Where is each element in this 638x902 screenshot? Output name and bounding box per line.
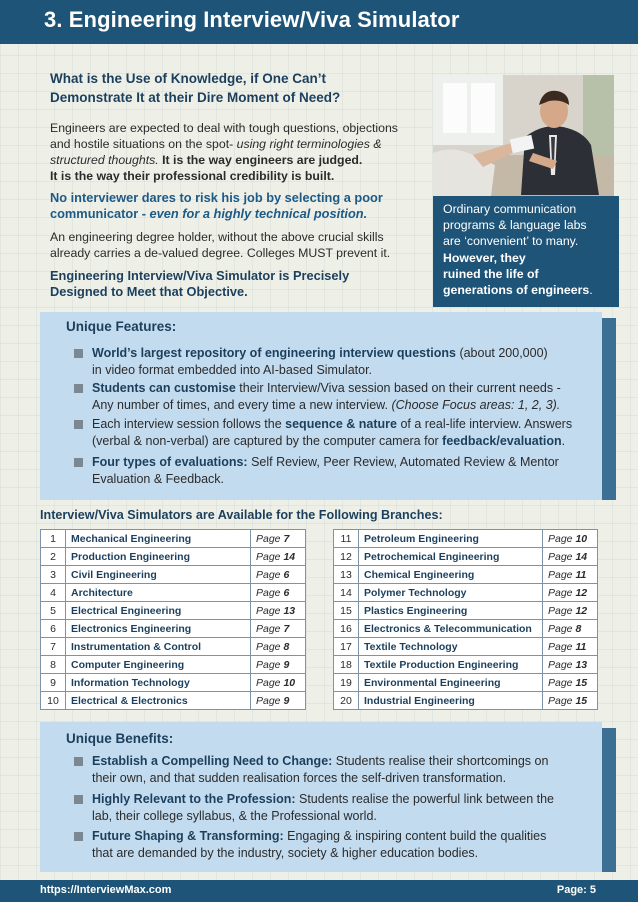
branch-name: Electrical Engineering — [66, 602, 251, 620]
text-line: No interviewer dares to risk his job by selecting a poor — [50, 190, 383, 205]
branch-row — [41, 602, 306, 620]
text-span: Any number of times, and every time a new interview. — [92, 398, 392, 412]
page-label: Page — [256, 640, 284, 653]
page-number-value: 10 — [575, 532, 588, 545]
page-number-value: 15 — [575, 676, 588, 689]
branch-page — [251, 566, 306, 584]
benefit-item — [74, 791, 594, 825]
branch-row — [41, 566, 306, 584]
text-line: Engineering Interview/Viva Simulator is Precisely — [50, 268, 350, 283]
page-label: Page — [548, 532, 576, 545]
text-line: An engineering degree holder, without the above crucial skills — [50, 230, 384, 244]
text-line: Evaluation & Feedback. — [92, 472, 225, 486]
branch-number: 4 — [41, 584, 66, 602]
branch-page — [543, 566, 598, 584]
branch-row — [334, 548, 598, 566]
intro-paragraph-2 — [50, 190, 420, 222]
features-panel-shadow — [602, 318, 616, 500]
branch-row — [41, 656, 306, 674]
branch-number: 1 — [41, 530, 66, 548]
bold-span: sequence & nature — [285, 417, 397, 431]
text-line: in video format embedded into AI-based Simulator. — [92, 363, 373, 377]
header-bar — [0, 0, 638, 44]
branch-row — [334, 584, 598, 602]
text-line — [92, 433, 594, 450]
text-line — [50, 206, 420, 222]
branch-name: Plastics Engineering — [359, 602, 543, 620]
branch-number: 11 — [334, 530, 359, 548]
text-line — [92, 345, 594, 362]
caption-line: are ‘convenient’ to many. — [443, 234, 579, 249]
text-line — [50, 136, 420, 152]
intro-question-line: Demonstrate It at their Dire Moment of Need? — [50, 89, 341, 105]
branch-number: 19 — [334, 674, 359, 692]
text-line — [92, 397, 594, 414]
branch-name: Petroleum Engineering — [359, 530, 543, 548]
page-label: Page — [256, 568, 284, 581]
branch-number: 12 — [334, 548, 359, 566]
branch-name: Chemical Engineering — [359, 566, 543, 584]
text-line — [50, 152, 420, 168]
bold-span: generations of engineers — [443, 283, 590, 298]
branch-number: 9 — [41, 674, 66, 692]
text-line: already carries a de-valued degree. Colleges MUST prevent it. — [50, 246, 391, 260]
page-label: Page — [256, 532, 284, 545]
bold-span: Establish a Compelling Need to Change: — [92, 754, 333, 768]
branch-row — [41, 530, 306, 548]
branch-name: Petrochemical Engineering — [359, 548, 543, 566]
italic-span: structured thoughts. — [50, 153, 159, 167]
branch-row — [334, 620, 598, 638]
branch-name: Architecture — [66, 584, 251, 602]
benefits-title: Unique Benefits: — [66, 731, 174, 746]
bold-span: Four types of evaluations: — [92, 455, 248, 469]
intro-paragraph-1 — [50, 120, 420, 184]
page-label: Page — [548, 640, 576, 653]
page-number-value: 7 — [283, 622, 290, 635]
text-span: communicator - — [50, 206, 150, 221]
page-label: Page — [548, 658, 576, 671]
caption-box — [433, 196, 619, 307]
page-label: Page — [548, 676, 576, 689]
branch-name: Information Technology — [66, 674, 251, 692]
text-line: their own, and that sudden realisation forces the self-driven transformation. — [92, 771, 507, 785]
page-label: Page — [256, 586, 284, 599]
branch-page — [251, 620, 306, 638]
branches-title: Interview/Viva Simulators are Available for the Following Branches: — [40, 508, 443, 522]
page-title: 3. Engineering Interview/Viva Simulator — [44, 7, 460, 32]
text-line: Engineers are expected to deal with tough questions, objections — [50, 121, 398, 135]
branch-page — [543, 584, 598, 602]
page-number-value: 14 — [283, 550, 296, 563]
benefits-panel-shadow — [602, 728, 616, 872]
text-span: (about 200,000) — [455, 346, 548, 360]
page-number-value: 6 — [283, 586, 290, 599]
intro-paragraph-3 — [50, 229, 420, 261]
bold-span: feedback/evaluation — [442, 434, 562, 448]
page-label: Page — [548, 586, 576, 599]
interview-photo-illustration — [433, 75, 614, 196]
branch-page — [251, 692, 306, 710]
branch-row — [334, 638, 598, 656]
page-number-value: 11 — [575, 568, 587, 581]
branch-number: 20 — [334, 692, 359, 710]
page-number-value: 12 — [575, 586, 588, 599]
branch-page — [251, 584, 306, 602]
feature-item — [74, 345, 594, 379]
page-label: Page — [548, 604, 576, 617]
branch-row — [41, 548, 306, 566]
branch-page — [543, 656, 598, 674]
italic-span: (Choose Focus areas: 1, 2, 3). — [391, 398, 561, 412]
branch-name: Electrical & Electronics — [66, 692, 251, 710]
intro-paragraph-4 — [50, 268, 420, 300]
text-span: Each interview session follows the — [92, 417, 286, 431]
text-line — [92, 454, 594, 471]
branch-name: Industrial Engineering — [359, 692, 543, 710]
branch-number: 5 — [41, 602, 66, 620]
branch-number: 8 — [41, 656, 66, 674]
bold-span: Students can customise — [92, 381, 236, 395]
bullet-square-icon — [74, 458, 83, 467]
branch-name: Polymer Technology — [359, 584, 543, 602]
caption-line: Ordinary communication — [443, 202, 577, 216]
text-line: that are demanded by the industry, society & higher education bodies. — [92, 846, 479, 860]
footer-bar — [0, 880, 638, 902]
branches-table-right — [333, 529, 598, 710]
branch-page — [543, 620, 598, 638]
branch-page — [543, 602, 598, 620]
features-title: Unique Features: — [66, 319, 177, 334]
text-line — [92, 791, 594, 808]
branch-page — [543, 674, 598, 692]
text-line: Designed to Meet that Objective. — [50, 284, 248, 299]
page-number-value: 8 — [575, 622, 582, 635]
page-label: Page — [256, 622, 284, 635]
italic-span: even for a highly technical position. — [149, 206, 368, 221]
branches-table-left — [40, 529, 306, 710]
bullet-square-icon — [74, 795, 83, 804]
branch-name: Electronics Engineering — [66, 620, 251, 638]
interview-photo — [433, 75, 614, 196]
page-label: Page — [548, 550, 576, 563]
page-label: Page — [256, 694, 284, 707]
benefit-item — [74, 753, 594, 787]
branch-name: Computer Engineering — [66, 656, 251, 674]
text-span: Students realise their shortcomings on — [332, 754, 549, 768]
branch-name: Environmental Engineering — [359, 674, 543, 692]
page-number-value: 9 — [283, 694, 290, 707]
page-number-value: 11 — [575, 640, 587, 653]
branch-number: 16 — [334, 620, 359, 638]
page-label: Page — [256, 550, 284, 563]
branch-page — [251, 674, 306, 692]
branch-row — [334, 674, 598, 692]
branch-row — [41, 620, 306, 638]
branch-row — [41, 584, 306, 602]
page-number-value: 9 — [283, 658, 290, 671]
text-line — [92, 753, 594, 770]
branch-name: Electronics & Telecommunication — [359, 620, 543, 638]
page-number-value: 8 — [283, 640, 290, 653]
text-span: and hostile situations on the spot- — [50, 137, 237, 151]
text-span: Engaging & inspiring content build the qualities — [283, 829, 547, 843]
bullet-square-icon — [74, 832, 83, 841]
caption-line: However, they — [443, 250, 526, 265]
branch-page — [251, 656, 306, 674]
branch-number: 2 — [41, 548, 66, 566]
footer-url-link[interactable]: https://InterviewMax.com — [40, 884, 172, 896]
intro-question — [50, 70, 400, 107]
branch-number: 6 — [41, 620, 66, 638]
text-span: Students realise the powerful link between the — [295, 792, 555, 806]
caption-line: programs & language labs — [443, 218, 587, 233]
branch-name: Textile Production Engineering — [359, 656, 543, 674]
text-span: their Interview/Viva session based on their current needs - — [235, 381, 561, 395]
branch-row — [41, 638, 306, 656]
benefit-item — [74, 828, 594, 862]
text-span: (verbal & non-verbal) are captured by the computer camera for — [92, 434, 443, 448]
branch-name: Textile Technology — [359, 638, 543, 656]
branch-number: 18 — [334, 656, 359, 674]
branch-number: 10 — [41, 692, 66, 710]
page-number-value: 13 — [283, 604, 296, 617]
bullet-square-icon — [74, 349, 83, 358]
text-line — [92, 416, 594, 433]
caption-line — [443, 282, 614, 298]
branch-row — [41, 674, 306, 692]
text-line — [92, 828, 594, 845]
branch-number: 3 — [41, 566, 66, 584]
page-number-value: 13 — [575, 658, 588, 671]
branch-row — [334, 530, 598, 548]
page-label: Page — [548, 622, 576, 635]
page-label: Page — [256, 676, 284, 689]
page-number-value: 10 — [283, 676, 296, 689]
branch-page — [251, 530, 306, 548]
branch-number: 14 — [334, 584, 359, 602]
branch-page — [251, 548, 306, 566]
caption-line: ruined the life of — [443, 266, 539, 281]
page-number-value: 14 — [575, 550, 588, 563]
branch-page — [543, 692, 598, 710]
bullet-square-icon — [74, 384, 83, 393]
text-span: of a real-life interview. Answers — [397, 417, 573, 431]
bold-span: Future Shaping & Transforming: — [92, 829, 284, 843]
page-number: Page: 5 — [556, 884, 596, 896]
bullet-square-icon — [74, 757, 83, 766]
branch-name: Production Engineering — [66, 548, 251, 566]
text-line — [92, 380, 594, 397]
bold-span: World’s largest repository of engineering interview questions — [92, 346, 456, 360]
branch-number: 13 — [334, 566, 359, 584]
bullet-square-icon — [74, 420, 83, 429]
branch-row — [41, 692, 306, 710]
branch-row — [334, 566, 598, 584]
text-span: . — [561, 434, 566, 448]
intro-question-line: What is the Use of Knowledge, if One Can’t — [50, 71, 327, 86]
text-span: Self Review, Peer Review, Automated Review & Mentor — [247, 455, 559, 469]
feature-item — [74, 454, 594, 488]
bold-span: Highly Relevant to the Profession: — [92, 792, 296, 806]
bold-span: It is the way engineers are judged. — [158, 153, 363, 167]
branch-page — [543, 548, 598, 566]
page-label: Page — [548, 694, 576, 707]
branch-page — [543, 530, 598, 548]
page-number-value: 6 — [283, 568, 290, 581]
branch-row — [334, 692, 598, 710]
feature-item — [74, 380, 594, 414]
branch-number: 15 — [334, 602, 359, 620]
branch-number: 7 — [41, 638, 66, 656]
page-number-value: 15 — [575, 694, 588, 707]
text-line: lab, their college syllabus, & the Professional world. — [92, 809, 377, 823]
text-span: . — [589, 283, 593, 298]
branch-name: Civil Engineering — [66, 566, 251, 584]
branch-number: 17 — [334, 638, 359, 656]
branch-row — [334, 656, 598, 674]
feature-item — [74, 416, 594, 450]
page-label: Page — [256, 658, 284, 671]
page-label: Page — [548, 568, 576, 581]
page-number-value: 12 — [575, 604, 588, 617]
text-line: It is the way their professional credibility is built. — [50, 169, 335, 183]
branch-row — [334, 602, 598, 620]
italic-span: using right terminologies & — [236, 137, 382, 151]
branch-page — [543, 638, 598, 656]
branch-page — [251, 638, 306, 656]
branch-page — [251, 602, 306, 620]
page-label: Page — [256, 604, 284, 617]
branch-name: Instrumentation & Control — [66, 638, 251, 656]
branch-name: Mechanical Engineering — [66, 530, 251, 548]
page-number-value: 7 — [283, 532, 290, 545]
